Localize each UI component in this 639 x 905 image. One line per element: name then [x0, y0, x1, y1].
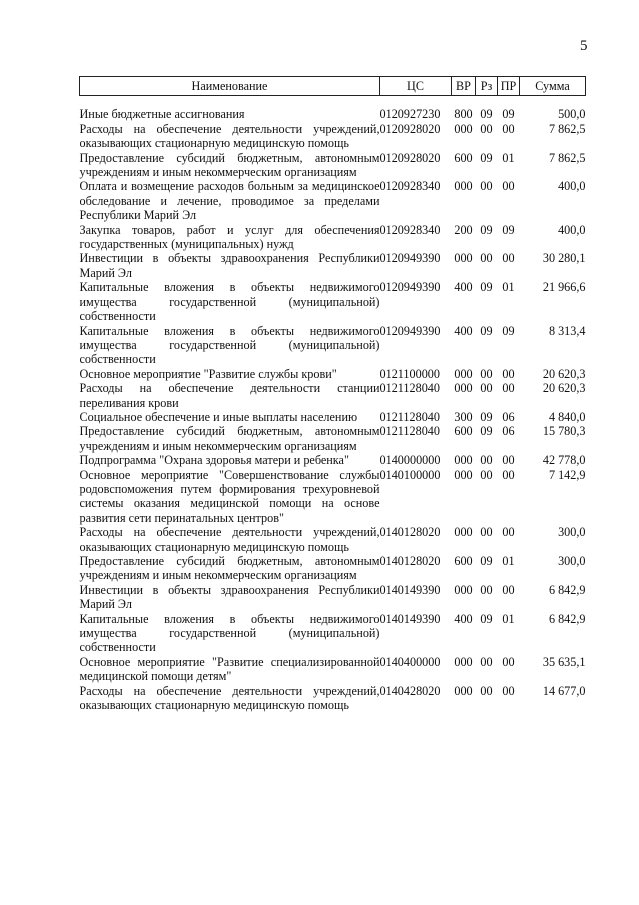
- cell-cs: 0140149390: [379, 611, 441, 626]
- cell-name: Расходы на обеспечение деятельности учреждений, оказывающих стационарную медицинскую помощь: [79, 121, 380, 151]
- cell-sum: 300,0: [558, 525, 586, 540]
- cell-rz: 09: [480, 150, 493, 165]
- cell-vr: 000: [454, 366, 473, 381]
- cell-pr: 01: [502, 150, 515, 165]
- cell-name: Предоставление субсидий бюджетным, автономным учреждениям и иным некоммерческим организациям: [79, 554, 380, 583]
- cell-cs: 0120928020: [379, 121, 441, 136]
- cell-vr: 000: [454, 381, 473, 396]
- cell-sum: 7 862,5: [548, 150, 586, 165]
- cell-vr: 200: [454, 222, 473, 237]
- cell-name: Основное мероприятие "Развитие специализированной медицинской помощи детям": [79, 654, 380, 684]
- cell-sum: 30 280,1: [542, 251, 586, 266]
- cell-rz: 09: [480, 554, 493, 568]
- cell-vr: 000: [454, 582, 473, 597]
- cell-cs: 0140128020: [379, 554, 441, 568]
- cell-name: Оплата и возмещение расходов больным за медицинское обследование и лечение, проводимое за пределами Республики Марий Эл: [79, 179, 380, 223]
- table-row: [80, 554, 586, 583]
- cell-sum: 35 635,1: [542, 654, 586, 669]
- cell-name: Основное мероприятие "Совершенствование службы родовспоможения путем формирования трехуровневой системы оказания медицинской помощи на основе развития сети перинатальных центров": [79, 467, 380, 525]
- cell-pr: 00: [502, 467, 515, 482]
- cell-cs: 0120928340: [379, 222, 441, 237]
- table-row: [80, 107, 586, 121]
- cell-sum: 300,0: [558, 554, 586, 568]
- cell-vr: 000: [454, 467, 473, 482]
- cell-name: Капитальные вложения в объекты недвижимого имущества государственной (муниципальной) собственности: [79, 323, 380, 367]
- cell-rz: 00: [480, 453, 493, 468]
- cell-pr: 01: [502, 611, 515, 626]
- cell-pr: 00: [502, 683, 515, 698]
- cell-vr: 000: [454, 251, 473, 266]
- cell-rz: 09: [480, 323, 493, 338]
- cell-cs: 0121128040: [379, 409, 440, 424]
- table-row: [80, 612, 586, 655]
- table-row: [80, 468, 586, 526]
- cell-sum: 8 313,4: [548, 323, 586, 338]
- table-row: [80, 410, 586, 424]
- cell-vr: 000: [454, 654, 473, 669]
- cell-sum: 4 840,0: [548, 409, 586, 424]
- cell-pr: 00: [502, 582, 515, 597]
- cell-pr: 06: [502, 424, 515, 439]
- cell-rz: 00: [480, 179, 493, 194]
- table-row: [80, 525, 586, 554]
- cell-name: Инвестиции в объекты здравоохранения Республики Марий Эл: [79, 582, 380, 612]
- cell-name: Подпрограмма "Охрана здоровья матери и ребенка": [79, 453, 349, 468]
- cell-rz: 09: [480, 280, 493, 295]
- cell-rz: 00: [480, 467, 493, 482]
- cell-name: Предоставление субсидий бюджетным, автономным учреждениям и иным некоммерческим организациям: [79, 424, 380, 453]
- cell-name: Социальное обеспечение и иные выплаты населению: [79, 409, 358, 424]
- cell-rz: 00: [480, 683, 493, 698]
- cell-name: Предоставление субсидий бюджетным, автономным учреждениям и иным некоммерческим организациям: [79, 150, 380, 180]
- table-row: [80, 684, 586, 713]
- cell-cs: 0121128040: [379, 424, 440, 439]
- cell-cs: 0121100000: [379, 366, 440, 381]
- table-row: [80, 324, 586, 367]
- cell-rz: 00: [480, 366, 493, 381]
- cell-cs: 0140149390: [379, 582, 441, 597]
- table-row: [80, 381, 586, 410]
- cell-vr: 000: [454, 179, 473, 194]
- cell-sum: 6 842,9: [548, 582, 586, 597]
- cell-cs: 0140000000: [379, 453, 441, 468]
- table-row: [80, 251, 586, 280]
- cell-pr: 09: [502, 222, 515, 237]
- cell-name: Расходы на обеспечение деятельности учреждений, оказывающих стационарную медицинскую помощь: [79, 525, 380, 554]
- cell-vr: 600: [454, 150, 473, 165]
- column-header-rz: Рз: [476, 77, 498, 96]
- cell-name: Расходы на обеспечение деятельности станции переливания крови: [79, 381, 380, 410]
- cell-vr: 000: [454, 683, 473, 698]
- cell-cs: 0140100000: [379, 467, 441, 482]
- cell-sum: 15 780,3: [542, 424, 586, 439]
- cell-cs: 0120949390: [379, 251, 441, 266]
- cell-sum: 7 142,9: [548, 467, 586, 482]
- table-row: [80, 583, 586, 612]
- cell-pr: 00: [502, 179, 515, 194]
- cell-rz: 09: [480, 409, 493, 424]
- cell-rz: 00: [480, 121, 493, 136]
- cell-pr: 09: [502, 107, 515, 122]
- cell-vr: 400: [454, 323, 473, 338]
- cell-vr: 000: [454, 121, 473, 136]
- cell-vr: 400: [454, 280, 473, 295]
- cell-cs: 0120949390: [379, 323, 441, 338]
- cell-name: Основное мероприятие "Развитие службы крови": [79, 366, 337, 381]
- cell-name: Иные бюджетные ассигнования: [79, 107, 245, 122]
- cell-name: Закупка товаров, работ и услуг для обеспечения государственных (муниципальных) нужд: [79, 222, 380, 252]
- cell-vr: 000: [454, 525, 473, 540]
- cell-sum: 20 620,3: [542, 381, 586, 396]
- cell-vr: 800: [454, 107, 473, 122]
- cell-name: Капитальные вложения в объекты недвижимого имущества государственной (муниципальной) собственности: [79, 280, 380, 324]
- cell-rz: 09: [480, 107, 493, 122]
- page-number: 5: [580, 38, 588, 54]
- cell-pr: 01: [502, 280, 515, 295]
- column-header-vr: ВР: [452, 77, 476, 96]
- cell-cs: 0140128020: [379, 525, 441, 540]
- cell-pr: 00: [502, 453, 515, 468]
- cell-pr: 06: [502, 409, 515, 424]
- cell-pr: 00: [502, 381, 515, 396]
- cell-sum: 400,0: [558, 222, 586, 237]
- cell-vr: 300: [454, 409, 473, 424]
- cell-pr: 00: [502, 121, 515, 136]
- cell-sum: 400,0: [558, 179, 586, 194]
- cell-vr: 600: [454, 424, 473, 439]
- cell-sum: 500,0: [558, 107, 586, 122]
- table-row: [80, 655, 586, 684]
- column-header-name: Наименование: [80, 77, 380, 96]
- cell-rz: 09: [480, 424, 493, 439]
- table-row: [80, 424, 586, 453]
- cell-vr: 000: [454, 453, 473, 468]
- column-header-cs: ЦС: [380, 77, 452, 96]
- cell-name: Расходы на обеспечение деятельности учреждений, оказывающих стационарную медицинскую помощь: [79, 683, 380, 713]
- cell-pr: 00: [502, 251, 515, 266]
- cell-rz: 00: [480, 381, 493, 396]
- cell-vr: 600: [454, 554, 473, 568]
- cell-pr: 00: [502, 654, 515, 669]
- cell-cs: 0120928020: [379, 150, 441, 165]
- column-header-pr: ПР: [498, 77, 520, 96]
- cell-name: Капитальные вложения в объекты недвижимого имущества государственной (муниципальной) собственности: [79, 611, 380, 655]
- table-row: [80, 223, 586, 252]
- cell-name: Инвестиции в объекты здравоохранения Республики Марий Эл: [79, 251, 380, 280]
- cell-pr: 00: [502, 366, 515, 381]
- cell-pr: 09: [502, 323, 515, 338]
- cell-sum: 20 620,3: [542, 366, 586, 381]
- cell-rz: 00: [480, 582, 493, 597]
- table-row: [80, 367, 586, 381]
- cell-rz: 09: [480, 222, 493, 237]
- budget-table: [79, 76, 586, 712]
- cell-cs: 0120927230: [379, 107, 441, 122]
- cell-pr: 00: [502, 525, 515, 540]
- cell-cs: 0120928340: [379, 179, 441, 194]
- table-row: [80, 453, 586, 467]
- table-row: [80, 151, 586, 180]
- cell-vr: 400: [454, 611, 473, 626]
- cell-rz: 00: [480, 251, 493, 266]
- cell-rz: 00: [480, 654, 493, 669]
- cell-sum: 7 862,5: [548, 121, 586, 136]
- table-row: [80, 280, 586, 323]
- cell-cs: 0121128040: [379, 381, 440, 396]
- cell-cs: 0140428020: [379, 683, 441, 698]
- table-header-row: [80, 77, 586, 96]
- cell-cs: 0140400000: [379, 654, 441, 669]
- cell-rz: 09: [480, 611, 493, 626]
- cell-sum: 42 778,0: [542, 453, 586, 468]
- column-header-sum: Сумма: [520, 77, 586, 96]
- cell-cs: 0120949390: [379, 280, 441, 295]
- cell-sum: 6 842,9: [548, 611, 586, 626]
- cell-sum: 21 966,6: [542, 280, 586, 295]
- cell-sum: 14 677,0: [542, 683, 586, 698]
- cell-rz: 00: [480, 525, 493, 540]
- table-row: [80, 179, 586, 222]
- table-row: [80, 122, 586, 151]
- cell-pr: 01: [502, 554, 515, 568]
